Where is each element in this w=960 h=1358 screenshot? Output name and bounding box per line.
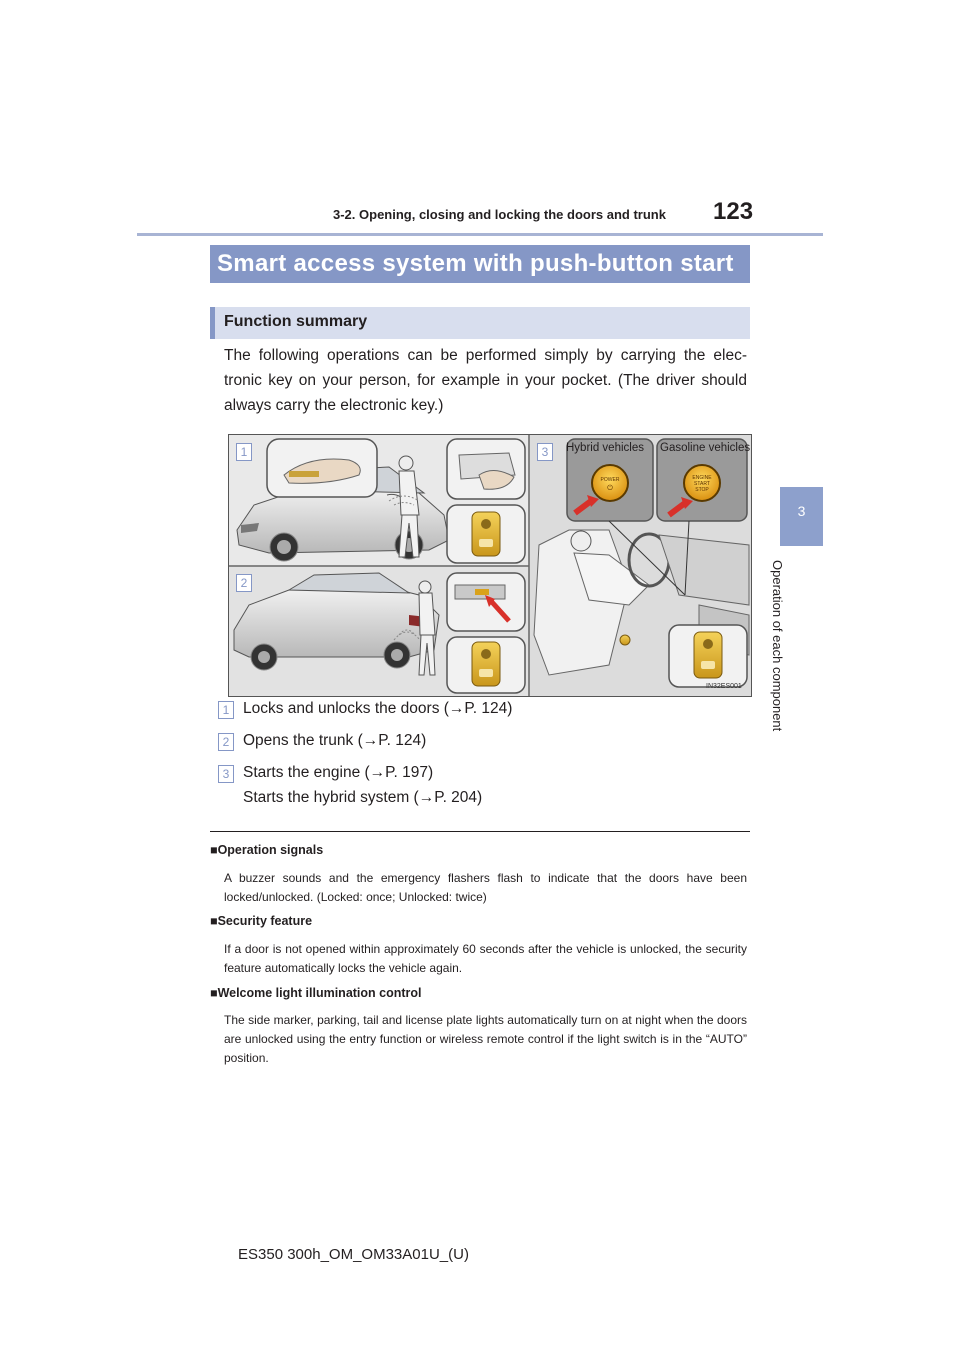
notes-divider [210, 831, 750, 832]
list-item-1-text: Locks and unlocks the doors (→P. 124) [243, 700, 513, 717]
note-heading-welcome-light: ■Welcome light illumination control [210, 986, 422, 1000]
list-item-3-text-line1: Starts the engine (→P. 197) [243, 764, 434, 781]
gasoline-vehicles-label: Gasoline vehicles [660, 442, 751, 454]
list-item-3-text-line2: Starts the hybrid system (→P. 204) [243, 789, 483, 806]
svg-text:ENGINE: ENGINE [692, 475, 712, 481]
intro-paragraph: The following operations can be performed simply by carrying the elec-tronic key on your person, for example in your pocket. (The driver should always carry the electronic key.) [224, 347, 747, 414]
svg-text:POWER: POWER [600, 477, 620, 483]
subsection-accent [210, 307, 215, 339]
document-code-footer: ES350 300h_OM_OM33A01U_(U) [238, 1246, 469, 1263]
list-number-1: 1 [218, 701, 234, 719]
square-bullet-icon: ■ [210, 986, 218, 1000]
chapter-title: Operation of each component [770, 560, 785, 732]
svg-text:⏻: ⏻ [607, 484, 613, 492]
list-number-2: 2 [218, 733, 234, 751]
note-body-operation-signals: A buzzer sounds and the emergency flashers flash to indicate that the doors have been locked/unlocked. (Locked: once; Unlocked: twice) [224, 871, 747, 904]
section-title: Smart access system with push-button start [217, 250, 734, 277]
figure-label-2: 2 [236, 574, 252, 592]
chapter-tab-divider [780, 546, 823, 548]
list-number-3: 3 [218, 765, 234, 783]
chapter-title-wrap [770, 560, 800, 760]
note-heading-security-feature: ■Security feature [210, 914, 313, 928]
function-illustration [228, 434, 752, 697]
figure-label-3: 3 [537, 443, 553, 461]
subsection-title: Function summary [224, 313, 368, 330]
square-bullet-icon: ■ [210, 914, 218, 928]
square-bullet-icon: ■ [210, 843, 218, 857]
hybrid-vehicles-label: Hybrid vehicles [566, 442, 644, 454]
note-heading-operation-signals: ■Operation signals [210, 843, 324, 857]
svg-text:STOP: STOP [695, 487, 709, 493]
figure-label-1: 1 [236, 443, 252, 461]
figure-code: IN32ES001 [706, 683, 742, 690]
page-number: 123 [713, 198, 754, 225]
illustration-svg [229, 435, 751, 696]
running-header: 3-2. Opening, closing and locking the doors and trunk [333, 207, 666, 222]
header-rule [137, 233, 823, 236]
svg-text:START: START [694, 481, 710, 487]
chapter-number: 3 [797, 503, 806, 519]
list-item-2-text: Opens the trunk (→P. 124) [243, 732, 427, 749]
note-body-security-feature: If a door is not opened within approximately 60 seconds after the vehicle is unlocked, the security feature automatically locks the vehicle again. [224, 942, 747, 975]
note-body-welcome-light: The side marker, parking, tail and license plate lights automatically turn on at night when the doors are unlocked using the entry function or wireless remote control if the light switch is in the “AUTO” position. [224, 1013, 747, 1065]
